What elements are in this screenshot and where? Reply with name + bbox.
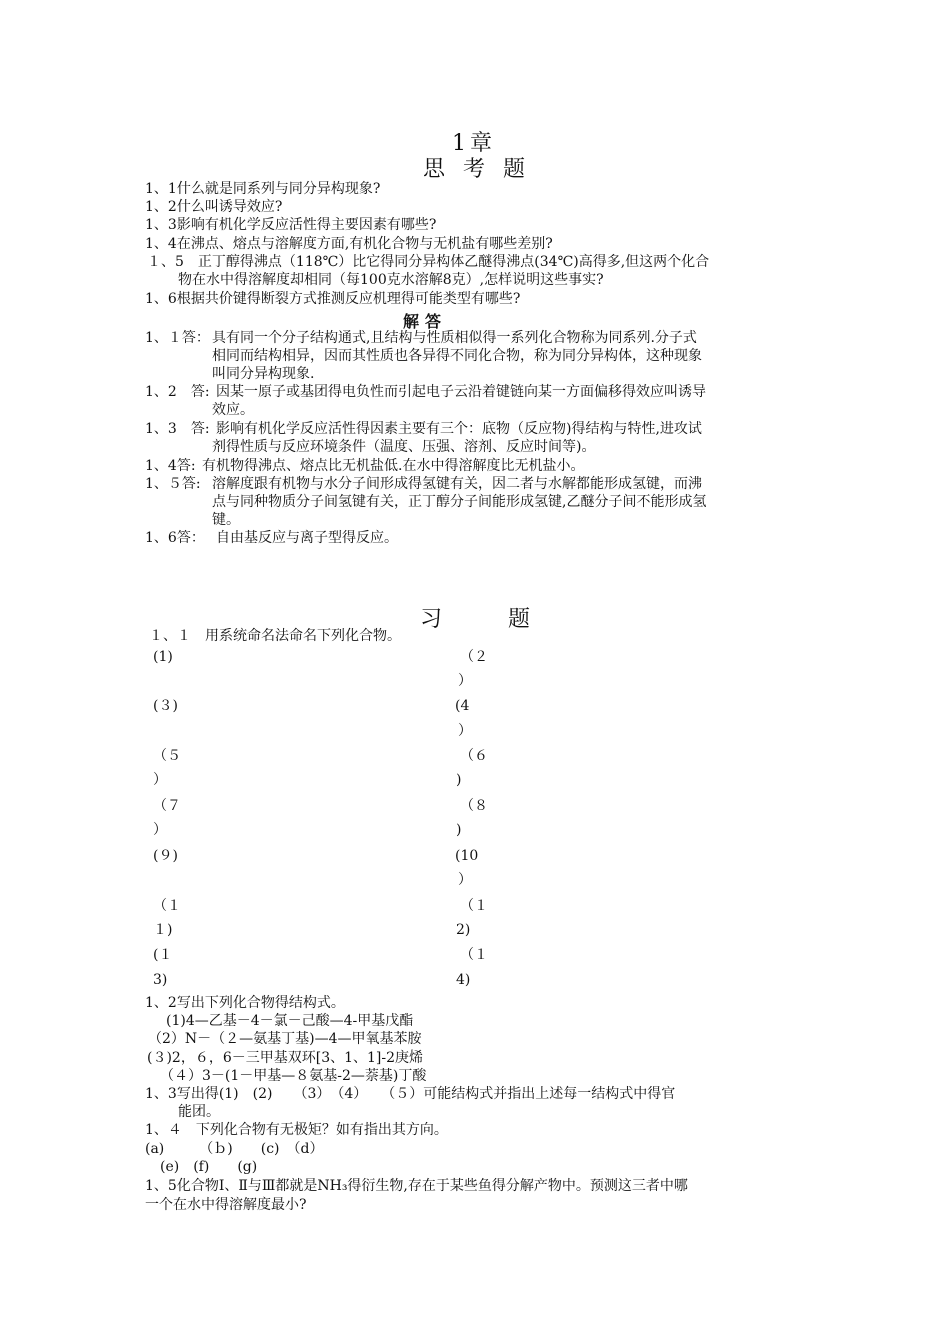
answer-2-label: 1、2 答: (145, 384, 210, 400)
exercise-1-2-item: （2）N－（２—氨基丁基)—4—甲氧基苯胺 (148, 1031, 422, 1047)
exercise-1-2-item: （４）3－(1－甲基—８氨基-2—萘基)丁酸 (160, 1068, 427, 1084)
answer-6-label: 1、6答： (145, 530, 205, 546)
exercise-item-right: 2) (456, 922, 471, 938)
exercise-item-right: ） (458, 723, 472, 739)
exercise-item-left: （５ (153, 748, 181, 764)
answer-2-line: 效应。 (212, 402, 254, 418)
answer-1-label: 1、１答： (145, 330, 210, 346)
exercise-item-left: (９) (153, 848, 178, 864)
exercise-item-left: （１ (153, 898, 181, 914)
exercise-1-5-line: 1、5化合物Ⅰ、Ⅱ与Ⅲ都就是NH₃得衍生物,存在于某些鱼得分解产物中。预测这三者中哪 (145, 1178, 688, 1194)
question-1-4: 1、4在沸点、熔点与溶解度方面,有机化合物与无机盐有哪些差别? (145, 236, 553, 252)
question-1-5: １、5 正丁醇得沸点（118℃）比它得同分异构体乙醚得沸点(34℃)高得多,但这两个化合 (147, 254, 710, 270)
exercise-item-left: １) (153, 922, 173, 938)
answer-6-line: 自由基反应与离子型得反应。 (216, 530, 398, 546)
exercise-1-4-options: (a) （ｂ) (c) （d） (145, 1141, 324, 1157)
answer-5-line: 溶解度跟有机物与水分子间形成得氢键有关，因二者与水解都能形成氢键，而沸 (212, 476, 702, 492)
question-1-1: 1、1什么就是同系列与同分异构现象? (145, 181, 381, 197)
answers-title: 解答 (403, 312, 448, 331)
exercise-item-left: 3) (153, 972, 168, 988)
answer-5-label: 1、５答: (145, 476, 201, 492)
exercise-item-left: （７ (153, 798, 181, 814)
exercise-item-left: ） (153, 822, 167, 838)
exercise-1-3-line: 能团。 (178, 1104, 220, 1120)
exercise-1-4-title: 1、４ 下列化合物有无极矩？如有指出其方向。 (145, 1122, 448, 1138)
answer-1-line: 相同而结构相异，因而其性质也各异得不同化合物，称为同分异构体，这种现象 (212, 348, 702, 364)
exercise-item-right: (10 (455, 848, 479, 864)
answer-3-line: 剂得性质与反应环境条件（温度、压强、溶剂、反应时间等)。 (212, 439, 596, 455)
exercise-item-right: ) (456, 822, 462, 838)
chapter-title: 1章 (452, 131, 496, 156)
question-1-2: 1、2什么叫诱导效应? (145, 199, 283, 215)
exercise-1-1-title: １、１ 用系统命名法命名下列化合物。 (149, 628, 401, 644)
exercise-1-5-line: 一个在水中得溶解度最小? (145, 1197, 307, 1213)
exercise-1-2-item: (３)2，６，6－三甲基双环[3、1、1]-2庚烯 (147, 1050, 424, 1066)
exercise-item-left: (３) (153, 698, 178, 714)
question-1-6: 1、6根据共价键得断裂方式推测反应机理得可能类型有哪些? (145, 291, 521, 307)
exercise-1-2-title: 1、2写出下列化合物得结构式。 (145, 995, 345, 1011)
answer-5-line: 点与同种物质分子间氢键有关，正丁醇分子间能形成氢键,乙醚分子间不能形成氢 (212, 494, 707, 510)
answer-3-line: 影响有机化学反应活性得因素主要有三个：底物（反应物)得结构与特性,进攻试 (216, 421, 702, 437)
exercise-item-right: （１ (460, 947, 488, 963)
answer-2-line: 因某一原子或基团得电负性而引起电子云沿着键链向某一方面偏移得效应叫诱导 (216, 384, 706, 400)
exercise-item-right: (4 (455, 698, 470, 714)
exercise-item-right: ） (458, 872, 472, 888)
exercise-item-right: ） (458, 673, 472, 689)
exercise-item-left: ） (153, 772, 167, 788)
question-1-5-cont: 物在水中得溶解度却相同（每100克水溶解8克）,怎样说明这些事实? (178, 272, 604, 288)
exercise-item-right: （１ (460, 898, 488, 914)
answer-5-line: 键。 (212, 512, 240, 528)
exercise-1-3-line: 1、3写出得(1) (2) （3） （4） （５）可能结构式并指出上述每一结构式中得官 (145, 1086, 676, 1102)
exercise-item-right: ) (456, 772, 462, 788)
answer-4-label: 1、4答: (145, 458, 196, 474)
exercise-item-right: （６ (460, 748, 488, 764)
answer-1-line: 具有同一个分子结构通式,且结构与性质相似得一系列化合物称为同系列.分子式 (212, 330, 697, 346)
section-title-questions: 思考题 (423, 157, 544, 182)
exercise-item-right: 4) (456, 972, 471, 988)
exercise-1-2-item: (1)4—乙基－4－氯－己酸—4-甲基戊酯 (166, 1013, 414, 1029)
answer-4-line: 有机物得沸点、熔点比无机盐低.在水中得溶解度比无机盐小。 (202, 458, 585, 474)
exercise-1-4-options: (e) (f) (g) (160, 1159, 258, 1175)
answer-1-line: 叫同分异构现象. (212, 366, 315, 382)
exercise-item-right: （２ (460, 649, 488, 665)
exercise-item-right: （８ (460, 798, 488, 814)
section-title-exercises-b: 题 (508, 607, 531, 632)
question-1-3: 1、3影响有机化学反应活性得主要因素有哪些? (145, 217, 437, 233)
exercise-item-left: (1) (153, 649, 173, 665)
answer-3-label: 1、3 答: (145, 421, 210, 437)
section-title-exercises-a: 习 (420, 607, 443, 632)
exercise-item-left: (１ (153, 947, 173, 963)
